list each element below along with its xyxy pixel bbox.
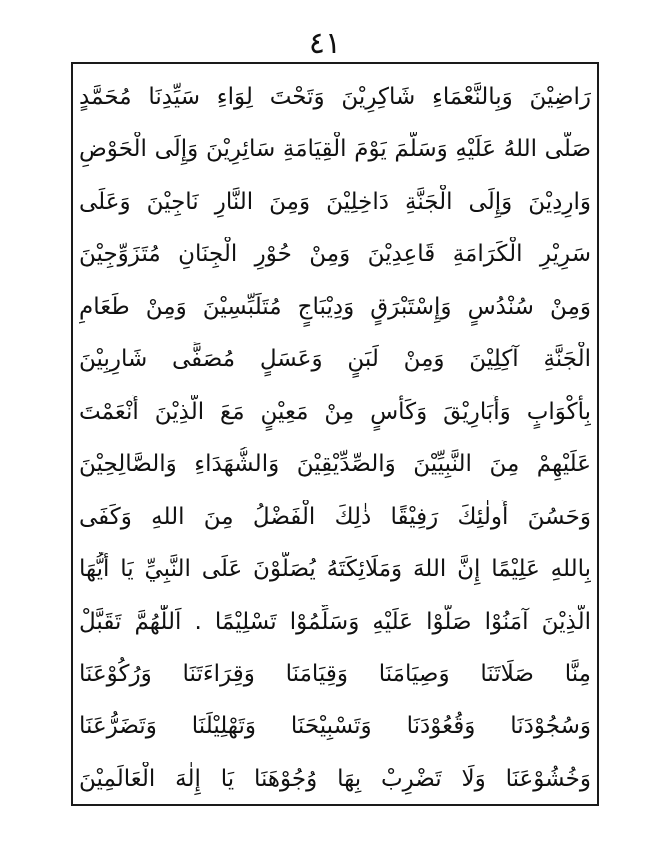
arabic-text-block — [73, 80, 597, 800]
page-number: ٤١ — [308, 26, 342, 61]
text-frame — [71, 62, 599, 806]
text-line: وَحَسُنَ أُولٰئِكَ رَفِيْقًا ذٰلِكَ الْفَضْلُ مِنَ اللهِ وَكَفَى — [79, 503, 591, 530]
text-line: وَمِنْ سُنْدُسٍ وَإِسْتَبْرَقٍ وَدِيْبَاجٍ مُتَلَبِّسِيْنَ وَمِنْ طَعَامِ — [79, 293, 591, 320]
text-line: وَخُشُوْعَنَا وَلَا تَضْرِبْ بِهَا وُجُوْهَنَا يَا إِلٰهَ الْعَالَمِيْنَ — [79, 765, 591, 792]
text-line: الَّذِيْنَ آمَنُوْا صَلُّوْا عَلَيْهِ وَسَلِّمُوْا تَسْلِيْمًا . اَللّٰهُمَّ تَقَبَّلْ — [79, 608, 591, 635]
text-line: بِأَكْوَابٍ وَأَبَارِيْقَ وَكَأْسٍ مِنْ مَعِيْنٍ مَعَ الَّذِيْنَ أَنْعَمْتَ — [79, 398, 591, 425]
text-line: صَلَّى اللهُ عَلَيْهِ وَسَلَّمَ يَوْمَ الْقِيَامَةِ سَائِرِيْنَ وَإِلَى الْحَوْضِ — [79, 136, 591, 163]
text-line: بِاللهِ عَلِيْمًا إِنَّ اللهَ وَمَلَائِكَتَهُ يُصَلُّوْنَ عَلَى النَّبِيِّ يَا أَيُّهَا — [79, 556, 591, 583]
text-line: مِنَّا صَلَاتَنَا وَصِيَامَنَا وَقِيَامَنَا وَقِرَاءَتَنَا وَرُكُوْعَنَا — [79, 660, 591, 687]
text-line: رَاضِيْنَ وَبِالنَّعْمَاءِ شَاكِرِيْنَ وَتَحْتَ لِوَاءِ سَيِّدِنَا مُحَمَّدٍ — [79, 84, 591, 110]
text-line: عَلَيْهِمْ مِنَ النَّبِيِّيْنَ وَالصِّدِّيْقِيْنَ وَالشُّهَدَاءِ وَالصَّالِحِيْنَ — [79, 451, 591, 478]
text-line: وَسُجُوْدَنَا وَقُعُوْدَنَا وَتَسْبِيْحَنَا وَتَهْلِيْلَنَا وَتَضَرُّعَنَا — [79, 713, 591, 740]
text-line: سَرِيْرِ الْكَرَامَةِ قَاعِدِيْنَ وَمِنْ حُوْرِ الْجِنَانِ مُتَزَوِّجِيْنَ — [79, 241, 591, 268]
text-line: وَارِدِيْنَ وَإِلَى الْجَنَّةِ دَاخِلِيْنَ وَمِنَ النَّارِ نَاجِيْنَ وَعَلَى — [79, 188, 591, 215]
text-line: الْجَنَّةِ آكِلِيْنَ وَمِنْ لَبَنٍ وَعَسَلٍ مُصَفًّى شَارِبِيْنَ — [79, 346, 591, 373]
